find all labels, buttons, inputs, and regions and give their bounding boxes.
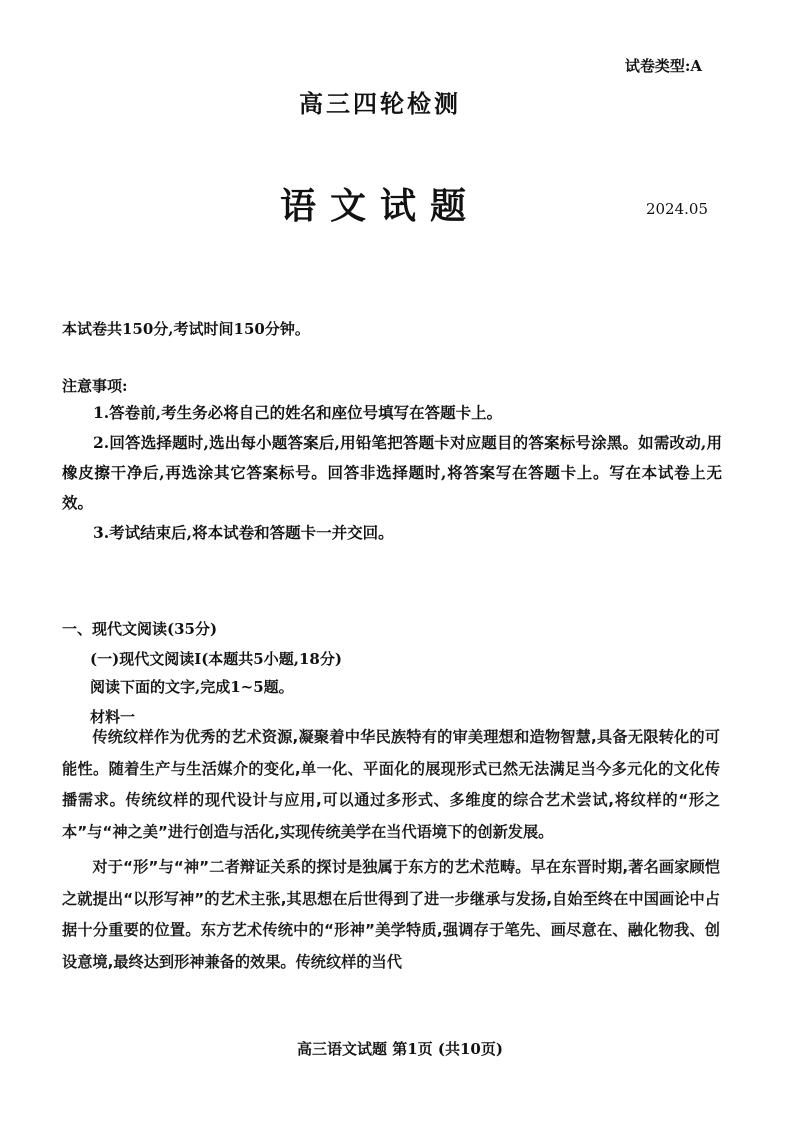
paragraph: 对于“形”与“神”二者辩证关系的探讨是独属于东方的艺术范畴。早在东晋时期,著名画家顾恺之就提出“以形写神”的艺术主张,其思想在后世得到了进一步继承与发扬,自始至终在中国画论中占据十分重要的位置。东方艺术传统中的“形神”美学特质,强调存于笔先、画尽意在、融化物我、创设意境,最终达到形神兼备的效果。传统纹样的当代 — [62, 858, 720, 971]
notice-item: 3.考试结束后,将本试卷和答题卡一并交回。 — [93, 523, 394, 542]
material-text — [62, 722, 720, 982]
exam-info: 本试卷共150分,考试时间150分钟。 — [62, 320, 310, 338]
notice-item: 1.答卷前,考生务必将自己的姓名和座位号填写在答题卡上。 — [93, 403, 503, 422]
reading-instruction: 阅读下面的文字,完成1~5题。 — [90, 678, 294, 696]
page-title: 语文试题 — [279, 185, 480, 227]
exam-type-label: 试卷类型:A — [624, 57, 702, 75]
section-title: 一、现代文阅读(35分) — [62, 620, 218, 638]
page-footer: 高三语文试题 第1页 (共10页) — [297, 1040, 503, 1058]
notice-list — [62, 398, 722, 548]
material-label: 材料一 — [90, 708, 136, 726]
exam-subtitle: 高三四轮检测 — [299, 89, 461, 118]
notice-item: 2.回答选择题时,选出每小题答案后,用铅笔把答题卡对应题目的答案标号涂黑。如需改动,用橡皮擦干净后,再选涂其它答案标号。回答非选择题时,将答案写在答题卡上。写在本试卷上无效。 — [62, 433, 722, 512]
paragraph: 传统纹样作为优秀的艺术资源,凝聚着中华民族特有的审美理想和造物智慧,具备无限转化的可能性。随着生产与生活媒介的变化,单一化、平面化的展现形式已然无法满足当今多元化的文化传播需求。传统纹样的现代设计与应用,可以通过多形式、多维度的综合艺术尝试,将纹样的“形之本”与“神之美”进行创造与活化,实现传统美学在当代语境下的创新发展。 — [62, 728, 720, 841]
exam-date: 2024.05 — [645, 200, 708, 218]
subsection-title: (一)现代文阅读Ⅰ(本题共5小题,18分) — [90, 650, 342, 668]
notice-title: 注意事项: — [62, 377, 128, 395]
